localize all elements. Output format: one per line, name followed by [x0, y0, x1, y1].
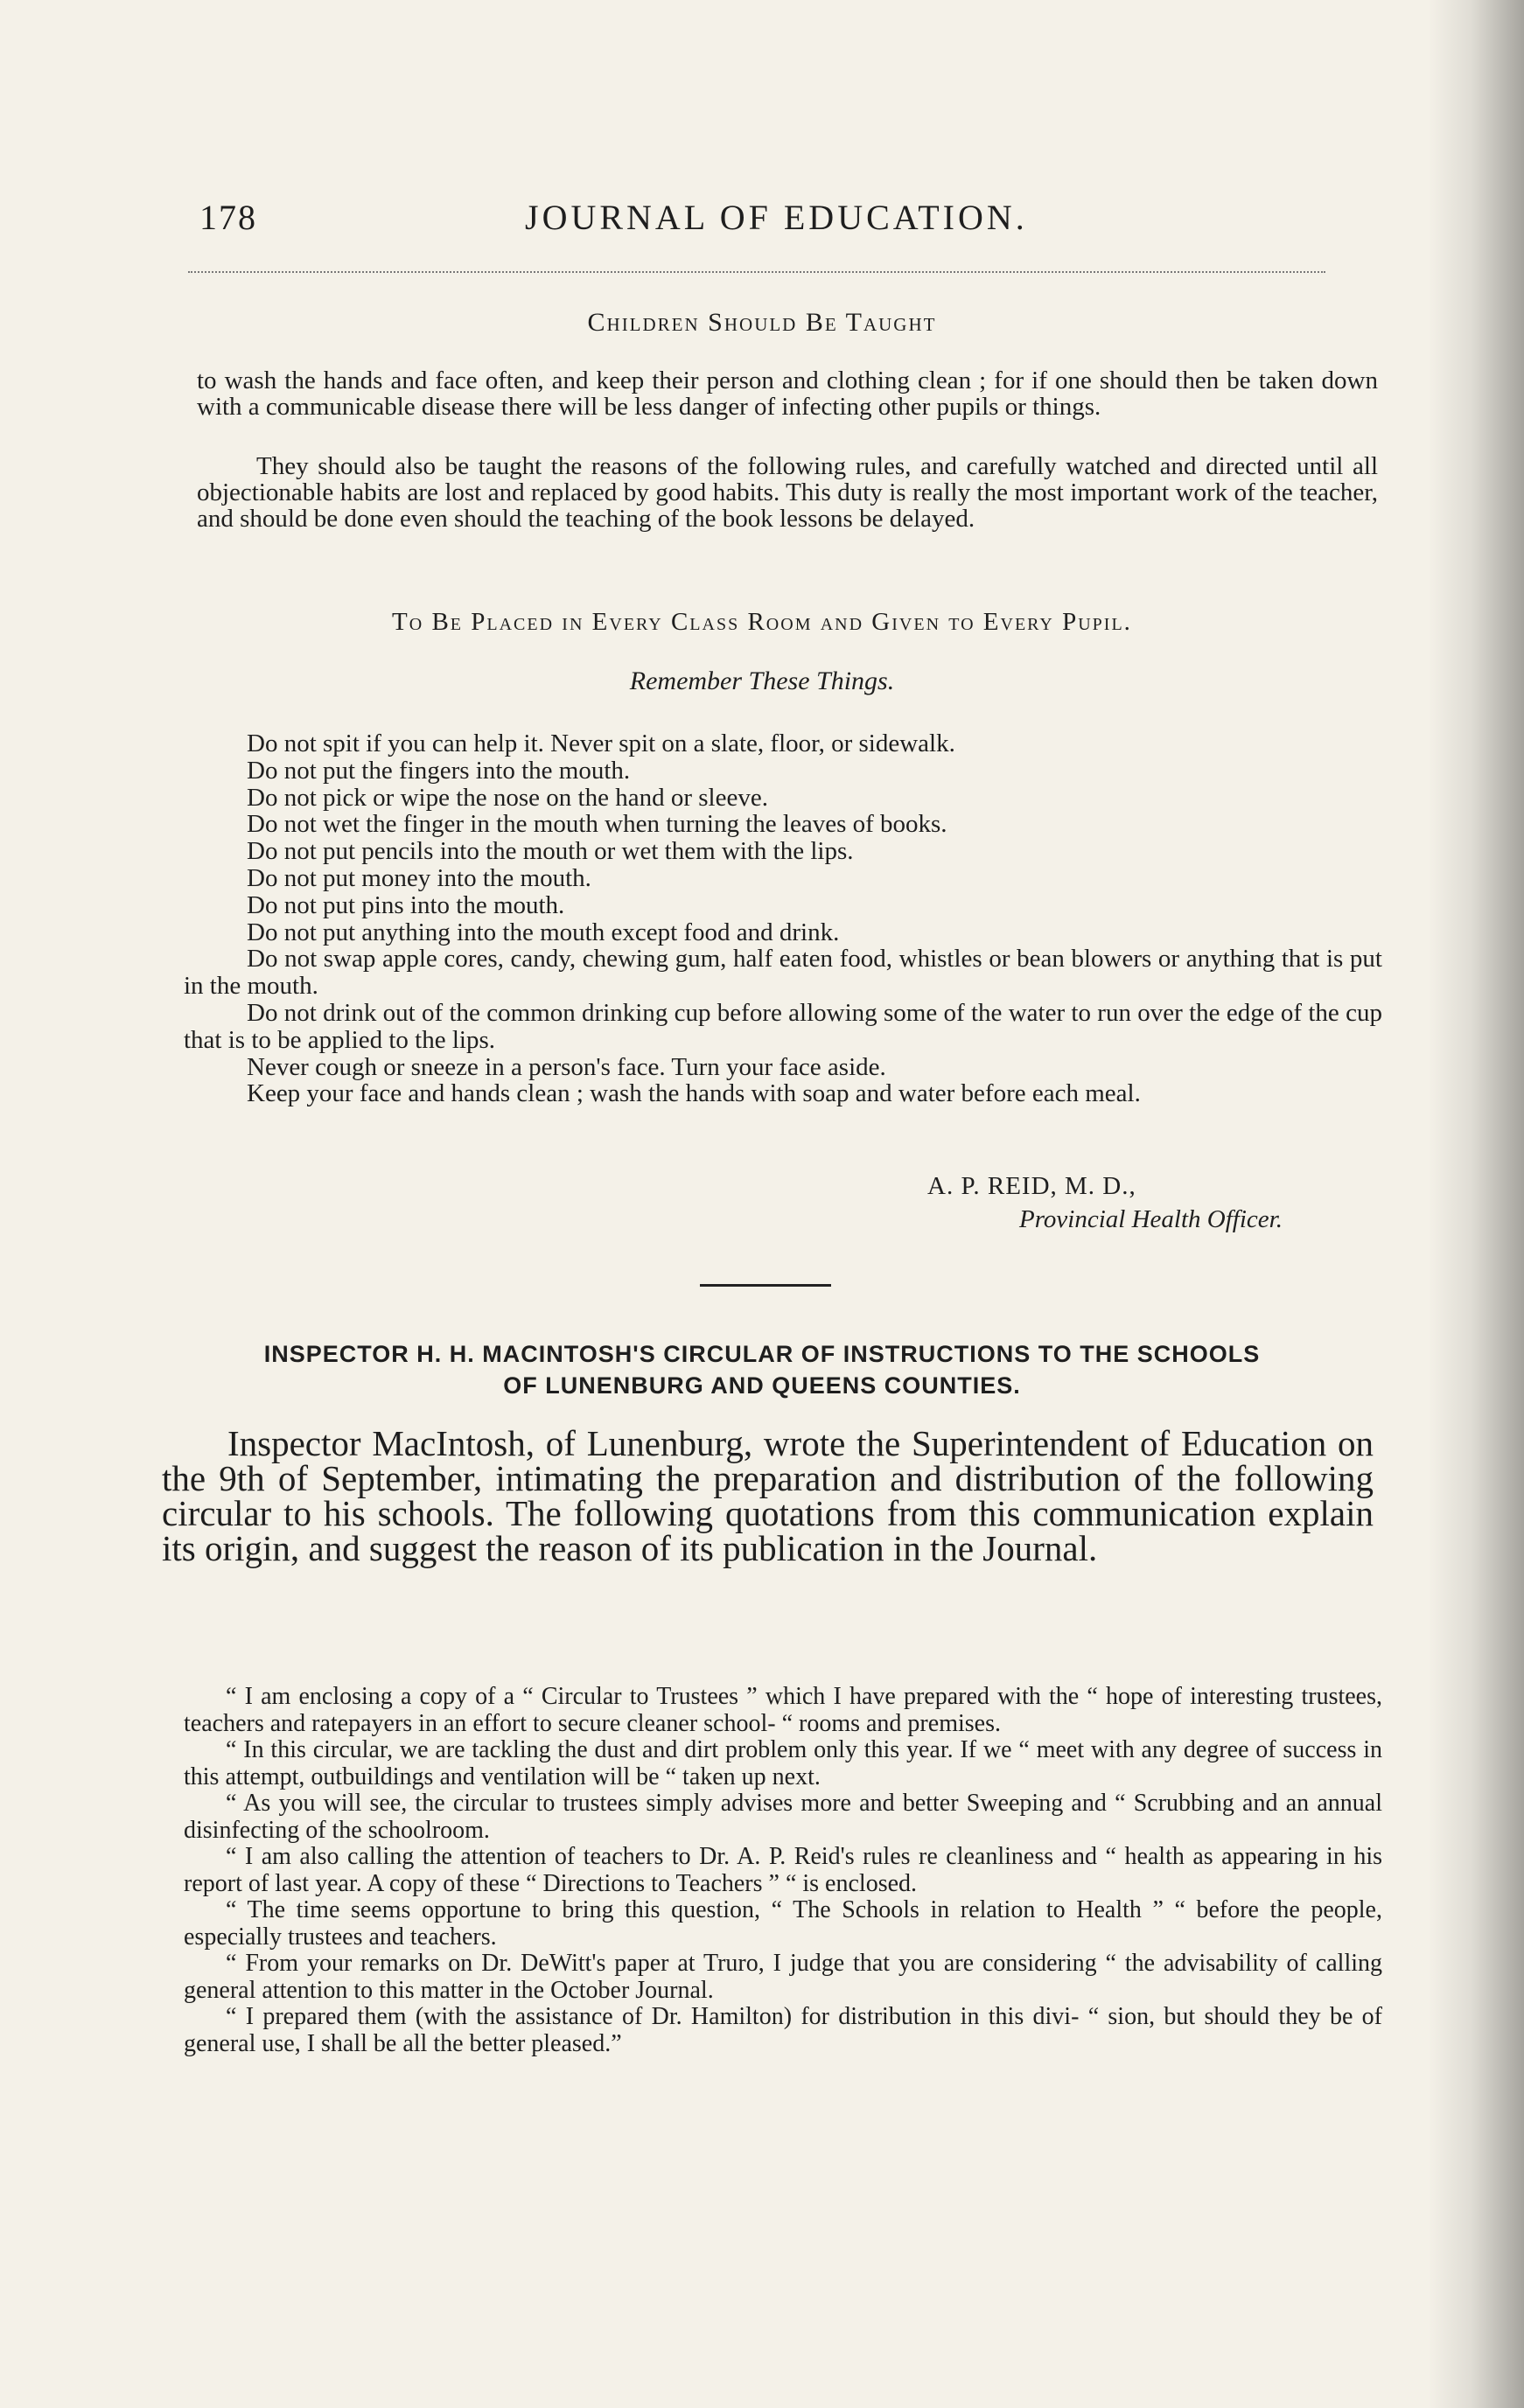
signature-title: Provincial Health Officer.	[1019, 1205, 1283, 1233]
paragraph-rules-intro: They should also be taught the reasons of the following rules, and carefully watched and directed until all objectionable habits are lost and replaced by good habits. This duty is really the most important work of the teacher, and should be done even should the teaching of the book lessons be delayed.	[197, 452, 1378, 533]
rule-item: Do not put pins into the mouth.	[247, 890, 565, 919]
journal-title: JOURNAL OF EDUCATION.	[525, 198, 1028, 237]
rule-item: Keep your face and hands clean ; wash the hands with soap and water before each meal.	[247, 1079, 1141, 1108]
quote-paragraph: “ I am also calling the attention of teachers to Dr. A. P. Reid's rules re cleanliness and “ health as appearing in his report of last year. A copy of these “ Directions to Teachers ” “ is enclosed.	[184, 1843, 1382, 1897]
rule-item: Do not swap apple cores, candy, chewing gum, half eaten food, whistles or bean blowers or anything that is put in the mouth.	[184, 945, 1382, 1001]
header-rule	[188, 271, 1325, 273]
quote-paragraph: “ From your remarks on Dr. DeWitt's paper at Truro, I judge that you are considering “ the advisability of calling general attention to this matter in the October Journal.	[184, 1950, 1382, 2004]
rule-item: Do not put anything into the mouth except food and drink.	[247, 918, 840, 946]
circular-heading-line-2: OF LUNENBURG AND QUEENS COUNTIES.	[503, 1372, 1021, 1399]
circular-heading-line-1: INSPECTOR H. H. MACINTOSH'S CIRCULAR OF INSTRUCTIONS TO THE SCHOOLS	[263, 1341, 1261, 1367]
page-edge-shadow	[1428, 0, 1524, 2408]
notice-heading: To Be Placed in Every Class Room and Given to Every Pupil.	[392, 608, 1132, 636]
section-heading: Children Should Be Taught	[587, 308, 937, 337]
section-separator	[700, 1284, 831, 1287]
quote-paragraph: “ I prepared them (with the assistance of Dr. Hamilton) for distribution in this divi- “ sion, but should they be of general use, I shall be all the better pleased.”	[184, 2003, 1382, 2057]
rule-item: Do not wet the finger in the mouth when turning the leaves of books.	[247, 810, 947, 839]
rule-item: Do not pick or wipe the nose on the hand or sleeve.	[247, 783, 768, 812]
page-number: 178	[199, 198, 257, 237]
rule-item: Do not drink out of the common drinking cup before allowing some of the water to run over the edge of the cup that is to be applied to the lips.	[184, 998, 1382, 1054]
circular-heading	[0, 1338, 1524, 1401]
rules-list	[184, 730, 1382, 1107]
rule-item: Never cough or sneeze in a person's face. Turn your face aside.	[247, 1052, 886, 1081]
quote-paragraph: “ I am enclosing a copy of a “ Circular to Trustees ” which I have prepared with the “ hope of interesting trustees, teachers and ratepayers in an effort to secure cleaner school- “ rooms and premises.	[184, 1683, 1382, 1737]
running-head	[0, 197, 1524, 249]
quotes-list	[184, 1684, 1382, 2057]
quote-paragraph: “ As you will see, the circular to trustees simply advises more and better Sweeping and “ Scrubbing and an annual disinfecting of the schoolroom.	[184, 1790, 1382, 1844]
rule-item: Do not put the fingers into the mouth.	[247, 756, 631, 785]
signature-name: A. P. REID, M. D.,	[927, 1172, 1136, 1200]
rule-item: Do not put pencils into the mouth or wet them with the lips.	[247, 837, 854, 866]
rule-item: Do not spit if you can help it. Never spit on a slate, floor, or sidewalk.	[247, 729, 955, 757]
rule-item: Do not put money into the mouth.	[247, 863, 591, 892]
circular-intro: Inspector MacIntosh, of Lunenburg, wrote the Superintendent of Education on the 9th of September, intimating the preparation and distribution of the following circular to his schools. The following quotations from this communication explain its origin, and suggest the reason of its publication in the Journal.	[162, 1423, 1374, 1568]
notice-subheading: Remember These Things.	[629, 667, 895, 695]
quote-paragraph: “ In this circular, we are tackling the dust and dirt problem only this year. If we “ meet with any degree of success in this attempt, outbuildings and ventilation will be “ taken up next.	[184, 1736, 1382, 1790]
paragraph-hygiene: to wash the hands and face often, and keep their person and clothing clean ; for if one should then be taken down with a communicable disease there will be less danger of infecting other pupils or things.	[197, 366, 1378, 421]
quote-paragraph: “ The time seems opportune to bring this question, “ The Schools in relation to Health ” “ before the people, especially trustees and teachers.	[184, 1896, 1382, 1951]
